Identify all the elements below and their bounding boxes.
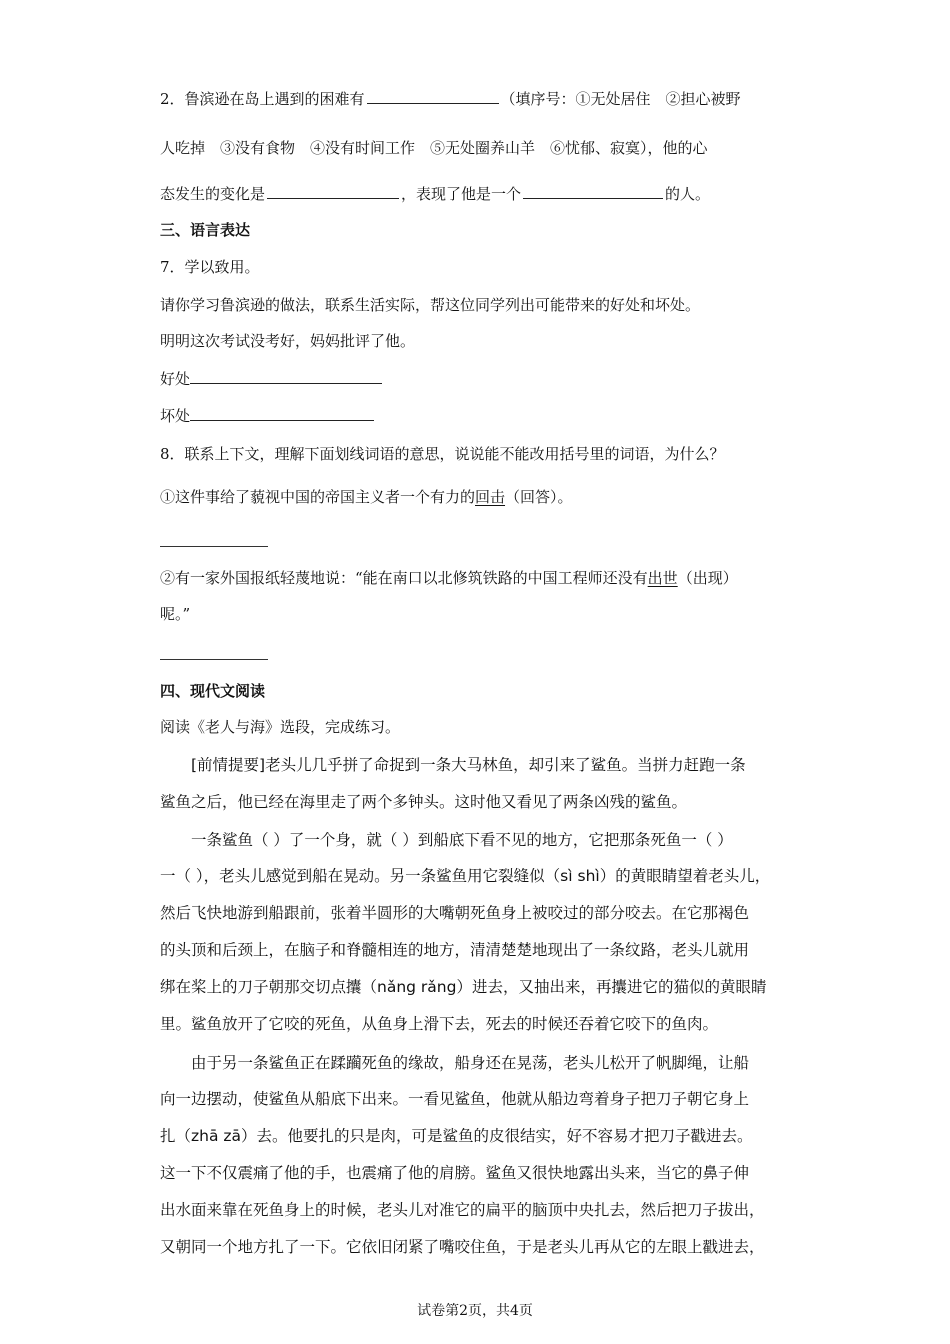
passage-line: 出水面来靠在死鱼身上的时候，老头儿对准它的扁平的脑顶中央扎去，然后把刀子拔出， (160, 1201, 765, 1219)
q2-text-e: 的人。 (665, 185, 711, 203)
q7-title: 7．学以致用。 (160, 258, 260, 276)
q2-blank-change[interactable] (267, 197, 399, 199)
passage-line: 由于另一条鲨鱼正在蹂躏死鱼的缘故，船身还在晃荡，老头儿松开了帆脚绳，让船 (191, 1054, 750, 1072)
underlined-word-huiji: 回击 (475, 488, 506, 506)
q8-answer-line-1[interactable] (160, 546, 268, 547)
q8-item-2-alt: （出现） (677, 569, 738, 587)
q2-line-3 (160, 183, 710, 204)
q7-bad-row (160, 405, 376, 426)
passage-line: [前情提要]老头儿几乎拼了命捉到一条大马林鱼，却引来了鲨鱼。当拼力赶跑一条 (191, 756, 746, 774)
q7-scenario: 明明这次考试没考好，妈妈批评了他。 (160, 332, 416, 350)
q2-line-1 (160, 88, 741, 109)
passage-line: 里。鲨鱼放开了它咬的死鱼，从鱼身上滑下去，死去的时候还吞着它咬下的鱼肉。 (160, 1015, 719, 1033)
q2-text-d: ，表现了他是一个 (401, 185, 522, 203)
section-3-title: 三、语言表达 (160, 221, 251, 239)
passage-line: 扎（zhā zā）去。他要扎的只是肉，可是鲨鱼的皮很结实，好不容易才把刀子戳进去。 (160, 1127, 753, 1145)
passage-line: 又朝同一个地方扎了一下。它依旧闭紧了嘴咬住鱼，于是老头儿再从它的左眼上戳进去， (160, 1238, 765, 1256)
q2-text-b: （填序号：①无处居住 ②担心被野 (500, 90, 741, 108)
underlined-word-chushi: 出世 (647, 569, 678, 587)
q2-text-a: 2．鲁滨逊在岛上遇到的困难有 (160, 90, 365, 108)
page-footer: 试卷第2页，共4页 (417, 1303, 533, 1319)
q2-blank-difficulties[interactable] (367, 102, 499, 104)
bad-answer-blank[interactable] (190, 419, 374, 421)
q8-item-2-line-2: 呢。” (160, 605, 191, 623)
q2-options: 人吃掉 ③没有食物 ④没有时间工作 ⑤无处圈养山羊 ⑥忧郁、寂寞），他的心 (160, 139, 708, 157)
q8-item-1-text: ①这件事给了藐视中国的帝国主义者一个有力的 (160, 488, 476, 506)
section-4-title: 四、现代文阅读 (160, 682, 266, 700)
q8-item-2 (160, 567, 738, 588)
q2-blank-person[interactable] (523, 197, 663, 199)
good-answer-blank[interactable] (190, 382, 382, 384)
q7-good-row (160, 368, 384, 389)
passage-line: 这一下不仅震痛了他的手，也震痛了他的肩膀。鲨鱼又很快地露出头来，当它的鼻子伸 (160, 1164, 750, 1182)
passage-line: 然后飞快地游到船跟前，张着半圆形的大嘴朝死鱼身上被咬过的部分咬去。在它那褐色 (160, 904, 750, 922)
q8-answer-line-2[interactable] (160, 659, 268, 660)
q8-item-1 (160, 486, 573, 507)
passage-line: 的头顶和后颈上，在脑子和脊髓相连的地方，清清楚楚地现出了一条纹路，老头儿就用 (160, 941, 750, 959)
q2-line-2 (160, 137, 708, 158)
q2-text-c: 态发生的变化是 (160, 185, 266, 203)
passage-line: 鲨鱼之后，他已经在海里走了两个多钟头。这时他又看见了两条凶残的鲨鱼。 (160, 793, 688, 811)
bad-label: 坏处 (160, 407, 191, 425)
q8-item-2-text: ②有一家外国报纸轻蔑地说：“能在南口以北修筑铁路的中国工程师还没有 (160, 569, 648, 587)
passage-line: 绑在桨上的刀子朝那交切点攮（nǎng rǎng）进去，又抽出来，再攮进它的猫似的黄眼睛 (160, 978, 767, 996)
q8-title: 8．联系上下文，理解下面划线词语的意思，说说能不能改用括号里的词语，为什么？ (160, 445, 725, 463)
passage-line: 一条鲨鱼（ ）了一个身，就（ ）到船底下看不见的地方，它把那条死鱼一（ ） (191, 831, 733, 849)
passage-line: 一（ ），老头儿感觉到船在晃动。另一条鲨鱼用它裂缝似（sì shì）的黄眼睛望着老头儿， (160, 867, 771, 885)
q8-item-1-alt: （回答）。 (505, 488, 573, 506)
good-label: 好处 (160, 370, 191, 388)
q7-prompt: 请你学习鲁滨逊的做法，联系生活实际，帮这位同学列出可能带来的好处和坏处。 (160, 296, 701, 314)
reading-intro: 阅读《老人与海》选段，完成练习。 (160, 718, 401, 736)
passage-line: 向一边摆动，使鲨鱼从船底下出来。一看见鲨鱼，他就从船边弯着身子把刀子朝它身上 (160, 1090, 750, 1108)
